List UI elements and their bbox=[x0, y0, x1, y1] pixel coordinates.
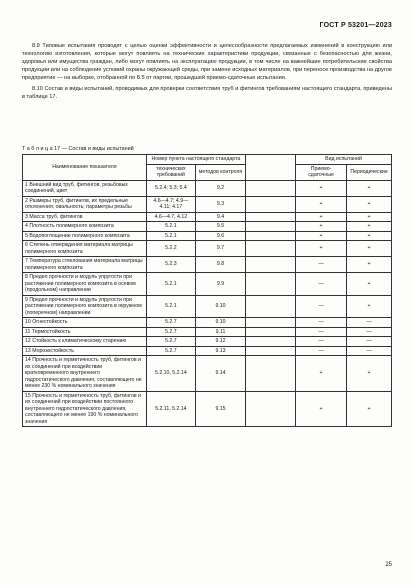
row-acceptance: + bbox=[296, 231, 347, 241]
row-requirement-clause: 5.2.4; 5.3; 5.4 bbox=[146, 180, 195, 196]
row-periodic: — bbox=[347, 327, 392, 337]
row-name: 6 Степень отверждения материала матрицы полимерного композита bbox=[23, 241, 147, 257]
row-method-clause: 9.6 bbox=[196, 231, 246, 241]
row-name: 4 Плотность полимерного композита bbox=[23, 222, 147, 232]
row-acceptance: + bbox=[296, 391, 347, 427]
row-name: 1 Внешний вид труб, фитингов, резьбовых соединений, цвет bbox=[23, 180, 147, 196]
row-blank bbox=[246, 222, 296, 232]
row-acceptance: + bbox=[296, 196, 347, 212]
row-method-clause: 9.10 bbox=[196, 318, 246, 328]
row-name: 15 Прочность и герметичность труб, фитингов и их соединений при воздействии постоянного внутреннего гидростатического давления, составляющего не менее 190 % номинального значения bbox=[23, 391, 147, 427]
row-method-clause: 9.8 bbox=[196, 257, 246, 273]
paragraph-8-10: 8.10 Состав и виды испытаний, проводимых для проверки соответствия труб и фитингов требованиям настоящего стандарта, приведены в таблице 17. bbox=[22, 86, 392, 100]
table-row bbox=[23, 212, 392, 222]
row-blank bbox=[246, 318, 296, 328]
header-technical: технических требований bbox=[146, 164, 195, 180]
header-clause-group: Номер пункта настоящего стандарта bbox=[146, 155, 245, 165]
row-blank bbox=[246, 180, 296, 196]
paragraph-8-9: 8.9 Типовые испытания проводят с целью оценки эффективности и целесообразности предлагаемых изменений в конструкцию или технологию изготовления, которые могут повлиять на технические характеристики продукции, связанные с безопасностью для жизни, здоровья или имущества граждан, либо могут повлиять на эксплуатацию продукции, в том числе на важнейшие потребительские свойства продукции или на соблюдение условий охраны окружающей среды, при замене исходных материалов, при переносе производства на другое предприятие — на выборке, отобранной по 8.5 от партии, прошедшей приемо-сдаточные испытания. bbox=[22, 43, 392, 81]
row-name: 9 Предел прочности и модуль упругости при растяжении полимерного композита в окружном (поперечном) направлении bbox=[23, 295, 147, 318]
row-acceptance: — bbox=[296, 257, 347, 273]
row-periodic: + bbox=[347, 231, 392, 241]
row-blank bbox=[246, 212, 296, 222]
row-periodic: + bbox=[347, 212, 392, 222]
row-blank bbox=[246, 257, 296, 273]
row-blank bbox=[246, 231, 296, 241]
row-requirement-clause: 5.2.1 bbox=[146, 295, 195, 318]
row-name: 11 Термостойкость bbox=[23, 327, 147, 337]
row-periodic: + bbox=[347, 273, 392, 296]
row-requirement-clause: 5.2.2 bbox=[146, 241, 195, 257]
table-row bbox=[23, 241, 392, 257]
row-requirement-clause: 5.2.3 bbox=[146, 257, 195, 273]
row-acceptance: — bbox=[296, 327, 347, 337]
table-row bbox=[23, 295, 392, 318]
row-name: 7 Температура стеклования материала матрицы полимерного композита bbox=[23, 257, 147, 273]
row-blank bbox=[246, 337, 296, 347]
row-method-clause: 9.15 bbox=[196, 391, 246, 427]
row-periodic: + bbox=[347, 196, 392, 212]
table-header-row bbox=[23, 155, 392, 165]
row-acceptance: — bbox=[296, 295, 347, 318]
row-acceptance: + bbox=[296, 241, 347, 257]
row-acceptance: + bbox=[296, 212, 347, 222]
row-requirement-clause: 4.6—4.7, 4.12 bbox=[146, 212, 195, 222]
row-requirement-clause: 5.2.1 bbox=[146, 273, 195, 296]
row-periodic: — bbox=[347, 337, 392, 347]
row-acceptance: — bbox=[296, 337, 347, 347]
row-acceptance: — bbox=[296, 318, 347, 328]
row-requirement-clause: 4.6—4.7; 4.9—4.11; 4.17 bbox=[146, 196, 195, 212]
row-name: 14 Прочность и герметичность труб, фитингов и их соединений при воздействии кратковременного внутреннего гидростатического давления, составляющего не менее 230 % номинального значения bbox=[23, 356, 147, 392]
table-row bbox=[23, 318, 392, 328]
row-requirement-clause: 5.2.1 bbox=[146, 222, 195, 232]
tests-table bbox=[22, 154, 392, 427]
row-periodic: + bbox=[347, 241, 392, 257]
row-method-clause: 9.2 bbox=[196, 180, 246, 196]
table-row bbox=[23, 391, 392, 427]
row-method-clause: 9.12 bbox=[196, 337, 246, 347]
row-method-clause: 9.5 bbox=[196, 222, 246, 232]
row-name: 2 Размеры труб, фитингов, их предельные отклонения; овальность; параметры резьбы bbox=[23, 196, 147, 212]
row-requirement-clause: 5.2.11, 5.2.14 bbox=[146, 391, 195, 427]
table-row bbox=[23, 222, 392, 232]
table-row bbox=[23, 273, 392, 296]
row-method-clause: 9.14 bbox=[196, 356, 246, 392]
header-spacer bbox=[246, 155, 296, 181]
row-periodic: + bbox=[347, 391, 392, 427]
row-requirement-clause: 5.2.7 bbox=[146, 346, 195, 356]
page-number: 25 bbox=[385, 562, 392, 568]
row-name: 5 Водопоглощение полимерного композита bbox=[23, 231, 147, 241]
table-row bbox=[23, 346, 392, 356]
row-requirement-clause: 5.2.1 bbox=[146, 231, 195, 241]
standard-header: ГОСТ Р 53201—2023 bbox=[319, 22, 392, 29]
table-row bbox=[23, 231, 392, 241]
header-methods: методов контроля bbox=[196, 164, 246, 180]
table-row bbox=[23, 257, 392, 273]
row-blank bbox=[246, 391, 296, 427]
table-row bbox=[23, 196, 392, 212]
row-acceptance: — bbox=[296, 346, 347, 356]
header-test-group: Вид испытаний bbox=[296, 155, 392, 165]
row-periodic: + bbox=[347, 356, 392, 392]
row-method-clause: 9.9 bbox=[196, 273, 246, 296]
row-method-clause: 9.10 bbox=[196, 295, 246, 318]
table-row bbox=[23, 180, 392, 196]
row-periodic: — bbox=[347, 346, 392, 356]
row-acceptance: + bbox=[296, 180, 347, 196]
row-name: 10 Огнестойкость bbox=[23, 318, 147, 328]
row-method-clause: 9.3 bbox=[196, 196, 246, 212]
row-acceptance: — bbox=[296, 273, 347, 296]
row-blank bbox=[246, 356, 296, 392]
header-acceptance: Приемо-сдаточные bbox=[296, 164, 347, 180]
body-text bbox=[22, 42, 392, 104]
row-periodic: + bbox=[347, 222, 392, 232]
row-requirement-clause: 5.2.7 bbox=[146, 318, 195, 328]
row-blank bbox=[246, 273, 296, 296]
row-name: 8 Предел прочности и модуль упругости при растяжении полимерного композита в осевом (продольном) направлении bbox=[23, 273, 147, 296]
row-method-clause: 9.13 bbox=[196, 346, 246, 356]
row-method-clause: 9.11 bbox=[196, 327, 246, 337]
row-blank bbox=[246, 295, 296, 318]
row-requirement-clause: 5.2.10, 5.2.14 bbox=[146, 356, 195, 392]
table-row bbox=[23, 356, 392, 392]
row-requirement-clause: 5.2.7 bbox=[146, 337, 195, 347]
row-method-clause: 9.7 bbox=[196, 241, 246, 257]
row-periodic: + bbox=[347, 180, 392, 196]
row-blank bbox=[246, 327, 296, 337]
row-name: 13 Морозостойкость bbox=[23, 346, 147, 356]
row-blank bbox=[246, 241, 296, 257]
row-acceptance: + bbox=[296, 222, 347, 232]
row-blank bbox=[246, 196, 296, 212]
table-caption: Т а б л и ц а 17 — Состав и виды испытаний bbox=[22, 146, 134, 152]
row-periodic: + bbox=[347, 295, 392, 318]
table-row bbox=[23, 327, 392, 337]
header-name: Наименование показателя bbox=[23, 155, 147, 181]
row-name: 3 Масса труб, фитингов bbox=[23, 212, 147, 222]
header-periodic: Периодические bbox=[347, 164, 392, 180]
row-periodic: — bbox=[347, 318, 392, 328]
row-method-clause: 9.4 bbox=[196, 212, 246, 222]
row-periodic: + bbox=[347, 257, 392, 273]
row-blank bbox=[246, 346, 296, 356]
row-requirement-clause: 5.2.7 bbox=[146, 327, 195, 337]
table-row bbox=[23, 337, 392, 347]
row-acceptance: + bbox=[296, 356, 347, 392]
row-name: 12 Стойкость к климатическому старению bbox=[23, 337, 147, 347]
